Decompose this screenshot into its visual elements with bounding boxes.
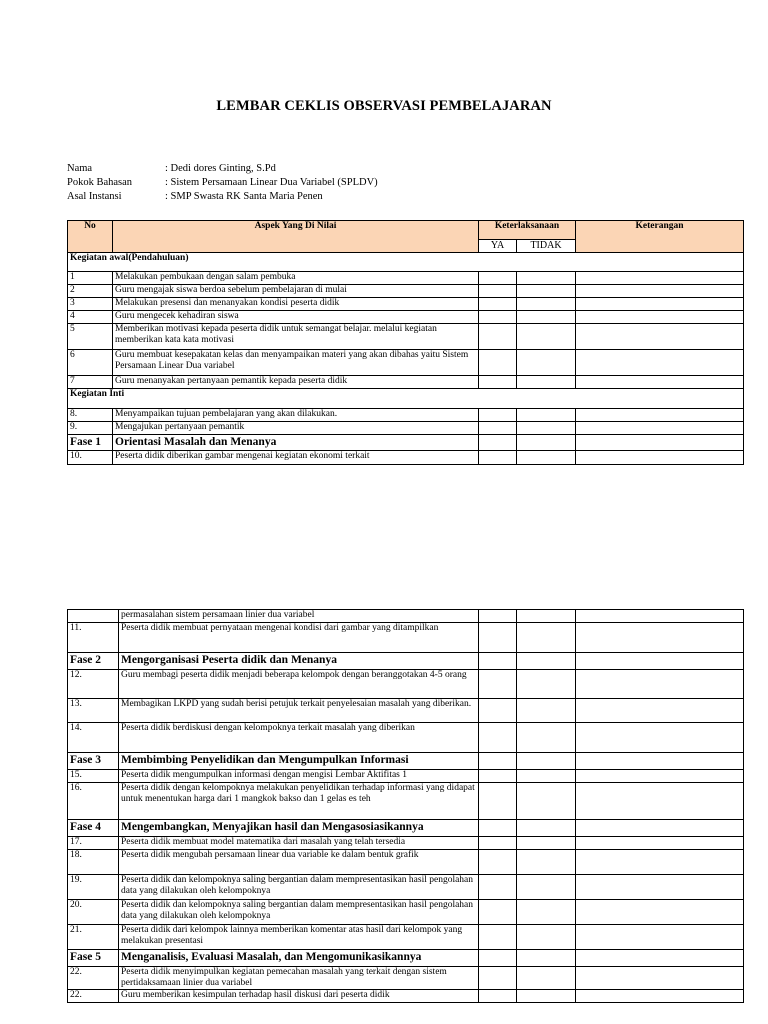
row-number: 21.	[68, 925, 119, 950]
aspect-text: Peserta didik menyimpulkan kegiatan pemecahan masalah yang terkait dengan sistem pertidaksamaan linier dua variabel	[119, 967, 479, 990]
keterangan-cell[interactable]	[576, 350, 744, 376]
ya-check-cell[interactable]	[479, 925, 517, 950]
fase-label: Fase 1	[68, 435, 113, 451]
row-number: 22.	[68, 967, 119, 990]
keterangan-cell[interactable]	[576, 925, 744, 950]
row-number: 22.	[68, 990, 119, 1003]
keterangan-cell[interactable]	[576, 837, 744, 850]
tidak-check-cell[interactable]	[517, 298, 576, 311]
row-number: 18.	[68, 850, 119, 875]
row-number: 14.	[68, 723, 119, 753]
row-number: 16.	[68, 783, 119, 820]
ya-check-cell[interactable]	[479, 298, 517, 311]
tidak-check-cell[interactable]	[517, 610, 576, 623]
fase-title: Mengorganisasi Peserta didik dan Menanya	[119, 653, 479, 670]
keterangan-cell[interactable]	[576, 850, 744, 875]
fase-label: Fase 2	[68, 653, 119, 670]
table-row	[68, 990, 744, 1003]
row-number: 4	[68, 311, 113, 324]
checklist-table-page-2	[67, 609, 744, 1003]
keterangan-cell[interactable]	[576, 451, 744, 465]
fase-title: Menganalisis, Evaluasi Masalah, dan Mengomunikasikannya	[119, 950, 479, 967]
section-title: Kegiatan Inti	[68, 389, 744, 409]
fase-title: Mengembangkan, Menyajikan hasil dan Mengasosiasikannya	[119, 820, 479, 837]
fase-label: Fase 5	[68, 950, 119, 967]
keterangan-cell[interactable]	[576, 770, 744, 783]
table-row	[68, 770, 744, 783]
fase-row	[68, 435, 744, 451]
aspect-text: Peserta didik dan kelompoknya saling bergantian dalam mempresentasikan hasil pengolahan data yang dilakukan oleh kelompoknya	[119, 900, 479, 925]
aspect-text: Peserta didik mengubah persamaan linear dua variable ke dalam bentuk grafik	[119, 850, 479, 875]
ya-check-cell[interactable]	[479, 451, 517, 465]
keterangan-cell[interactable]	[576, 324, 744, 350]
keterangan-cell[interactable]	[576, 670, 744, 699]
fase-row	[68, 950, 744, 967]
tidak-check-cell[interactable]	[517, 670, 576, 699]
keterangan-cell[interactable]	[576, 875, 744, 900]
tidak-check-cell[interactable]	[517, 967, 576, 990]
header-tidak: TIDAK	[517, 240, 576, 253]
tidak-check-cell[interactable]	[517, 770, 576, 783]
aspect-text: Guru mengajak siswa berdoa sebelum pembelajaran di mulai	[113, 285, 479, 298]
row-number: 20.	[68, 900, 119, 925]
ya-check-cell[interactable]	[479, 850, 517, 875]
aspect-text: Guru menanyakan pertanyaan pemantik kepada peserta didik	[113, 376, 479, 389]
header-no: No	[68, 221, 113, 253]
aspect-text: Guru membuat kesepakatan kelas dan menyampaikan materi yang akan dibahas yaitu Sistem Persamaan Linear Dua variabel	[113, 350, 479, 376]
row-number: 5	[68, 324, 113, 350]
table-row	[68, 451, 744, 465]
table-row	[68, 723, 744, 753]
identity-info	[67, 162, 378, 204]
fase-row	[68, 820, 744, 837]
keterangan-cell[interactable]	[576, 409, 744, 422]
tidak-check-cell[interactable]	[517, 409, 576, 422]
fase-title: Orientasi Masalah dan Menanya	[113, 435, 479, 451]
aspect-text: Mengajukan pertanyaan pemantik	[113, 422, 479, 435]
keterangan-cell[interactable]	[576, 820, 744, 837]
aspect-text: permasalahan sistem persamaan linier dua variabel	[119, 610, 479, 623]
tidak-check-cell[interactable]	[517, 272, 576, 285]
table-row	[68, 272, 744, 285]
info-row-pokok-bahasan	[67, 176, 378, 190]
table-header-row	[68, 221, 744, 240]
ya-check-cell[interactable]	[479, 670, 517, 699]
table-row	[68, 350, 744, 376]
ya-check-cell[interactable]	[479, 699, 517, 723]
row-number: 2	[68, 285, 113, 298]
ya-check-cell[interactable]	[479, 610, 517, 623]
row-number: 19.	[68, 875, 119, 900]
table-row	[68, 610, 744, 623]
table-row	[68, 900, 744, 925]
ya-check-cell[interactable]	[479, 770, 517, 783]
ya-check-cell[interactable]	[479, 875, 517, 900]
ya-check-cell[interactable]	[479, 409, 517, 422]
aspect-text: Guru mengecek kehadiran siswa	[113, 311, 479, 324]
info-value: : SMP Swasta RK Santa Maria Penen	[165, 191, 323, 202]
fase-row	[68, 653, 744, 670]
ya-check-cell[interactable]	[479, 311, 517, 324]
info-value: : Sistem Persamaan Linear Dua Variabel (SPLDV)	[165, 177, 378, 188]
aspect-text: Peserta didik berdiskusi dengan kelompoknya terkait masalah yang diberikan	[119, 723, 479, 753]
document-title: LEMBAR CEKLIS OBSERVASI PEMBELAJARAN	[216, 98, 552, 114]
info-label: Asal Instansi	[67, 191, 122, 202]
ya-check-cell[interactable]	[479, 350, 517, 376]
tidak-check-cell[interactable]	[517, 623, 576, 653]
tidak-check-cell[interactable]	[517, 925, 576, 950]
table-row	[68, 311, 744, 324]
tidak-check-cell[interactable]	[517, 350, 576, 376]
tidak-check-cell[interactable]	[517, 285, 576, 298]
tidak-check-cell[interactable]	[517, 376, 576, 389]
table-row	[68, 298, 744, 311]
section-row	[68, 389, 744, 409]
ya-check-cell[interactable]	[479, 950, 517, 967]
info-label: Pokok Bahasan	[67, 177, 133, 188]
ya-check-cell[interactable]	[479, 723, 517, 753]
table-row	[68, 967, 744, 990]
table-row	[68, 699, 744, 723]
tidak-check-cell[interactable]	[517, 990, 576, 1003]
row-number: 12.	[68, 670, 119, 699]
tidak-check-cell[interactable]	[517, 451, 576, 465]
fase-title: Membimbing Penyelidikan dan Mengumpulkan Informasi	[119, 753, 479, 770]
ya-check-cell[interactable]	[479, 324, 517, 350]
ya-check-cell[interactable]	[479, 653, 517, 670]
aspect-text: Menyampaikan tujuan pembelajaran yang akan dilakukan.	[113, 409, 479, 422]
keterangan-cell[interactable]	[576, 610, 744, 623]
row-number: 13.	[68, 699, 119, 723]
row-number: 10.	[68, 451, 113, 465]
table-row	[68, 324, 744, 350]
row-number: 9.	[68, 422, 113, 435]
keterangan-cell[interactable]	[576, 653, 744, 670]
keterangan-cell[interactable]	[576, 285, 744, 298]
row-number: 8.	[68, 409, 113, 422]
keterangan-cell[interactable]	[576, 950, 744, 967]
aspect-text: Peserta didik membuat model matematika dari masalah yang telah tersedia	[119, 837, 479, 850]
keterangan-cell[interactable]	[576, 272, 744, 285]
table-row	[68, 850, 744, 875]
tidak-check-cell[interactable]	[517, 422, 576, 435]
table-row	[68, 409, 744, 422]
table-row	[68, 875, 744, 900]
tidak-check-cell[interactable]	[517, 723, 576, 753]
aspect-text: Melakukan pembukaan dengan salam pembuka	[113, 272, 479, 285]
header-keterangan: Keterangan	[576, 221, 744, 253]
info-row-asal-instansi	[67, 190, 378, 204]
row-number: 3	[68, 298, 113, 311]
aspect-text: Melakukan presensi dan menanyakan kondisi peserta didik	[113, 298, 479, 311]
tidak-check-cell[interactable]	[517, 653, 576, 670]
table-row	[68, 670, 744, 699]
aspect-text: Peserta didik dari kelompok lainnya memberikan komentar atas hasil dari kelompok yang melakukan presentasi	[119, 925, 479, 950]
tidak-check-cell[interactable]	[517, 324, 576, 350]
tidak-check-cell[interactable]	[517, 435, 576, 451]
fase-row	[68, 753, 744, 770]
tidak-check-cell[interactable]	[517, 820, 576, 837]
keterangan-cell[interactable]	[576, 783, 744, 820]
ya-check-cell[interactable]	[479, 623, 517, 653]
table-row	[68, 925, 744, 950]
table-row	[68, 837, 744, 850]
info-value: : Dedi dores Ginting, S.Pd	[165, 163, 276, 174]
row-number: 6	[68, 350, 113, 376]
info-label: Nama	[67, 163, 93, 174]
ya-check-cell[interactable]	[479, 376, 517, 389]
fase-label: Fase 3	[68, 753, 119, 770]
ya-check-cell[interactable]	[479, 783, 517, 820]
keterangan-cell[interactable]	[576, 376, 744, 389]
keterangan-cell[interactable]	[576, 311, 744, 324]
tidak-check-cell[interactable]	[517, 875, 576, 900]
ya-check-cell[interactable]	[479, 820, 517, 837]
table-row	[68, 376, 744, 389]
ya-check-cell[interactable]	[479, 285, 517, 298]
header-ya: YA	[479, 240, 517, 253]
section-row	[68, 253, 744, 272]
keterangan-cell[interactable]	[576, 623, 744, 653]
ya-check-cell[interactable]	[479, 422, 517, 435]
aspect-text: Peserta didik diberikan gambar mengenai kegiatan ekonomi terkait	[113, 451, 479, 465]
row-number: 17.	[68, 837, 119, 850]
aspect-text: Peserta didik mengumpulkan informasi dengan mengisi Lembar Aktifitas 1	[119, 770, 479, 783]
keterangan-cell[interactable]	[576, 753, 744, 770]
aspect-text: Peserta didik dan kelompoknya saling bergantian dalam mempresentasikan hasil pengolahan data yang dilakukan oleh kelompoknya	[119, 875, 479, 900]
table-row	[68, 422, 744, 435]
keterangan-cell[interactable]	[576, 967, 744, 990]
tidak-check-cell[interactable]	[517, 699, 576, 723]
row-number: 7	[68, 376, 113, 389]
aspect-text: Memberikan motivasi kepada peserta didik untuk semangat belajar. melalui kegiatan memberikan kata kata motivasi	[113, 324, 479, 350]
ya-check-cell[interactable]	[479, 753, 517, 770]
tidak-check-cell[interactable]	[517, 783, 576, 820]
tidak-check-cell[interactable]	[517, 950, 576, 967]
table-row	[68, 623, 744, 653]
keterangan-cell[interactable]	[576, 990, 744, 1003]
header-aspek: Aspek Yang Di Nilai	[113, 221, 479, 253]
aspect-text: Guru memberikan kesimpulan terhadap hasil diskusi dari peserta didik	[119, 990, 479, 1003]
table-row	[68, 285, 744, 298]
ya-check-cell[interactable]	[479, 990, 517, 1003]
keterangan-cell[interactable]	[576, 298, 744, 311]
aspect-text: Membagikan LKPD yang sudah berisi petujuk terkait penyelesaian masalah yang diberikan.	[119, 699, 479, 723]
table-row	[68, 783, 744, 820]
tidak-check-cell[interactable]	[517, 900, 576, 925]
keterangan-cell[interactable]	[576, 723, 744, 753]
info-row-nama	[67, 162, 378, 176]
ya-check-cell[interactable]	[479, 837, 517, 850]
section-title: Kegiatan awal(Pendahuluan)	[68, 253, 744, 272]
tidak-check-cell[interactable]	[517, 850, 576, 875]
fase-label: Fase 4	[68, 820, 119, 837]
ya-check-cell[interactable]	[479, 967, 517, 990]
keterangan-cell[interactable]	[576, 699, 744, 723]
ya-check-cell[interactable]	[479, 272, 517, 285]
tidak-check-cell[interactable]	[517, 837, 576, 850]
aspect-text: Peserta didik dengan kelompoknya melakukan penyelidikan terhadap informasi yang didapat untuk menentukan harga dari 1 mangkok bakso dan 1 gelas es teh	[119, 783, 479, 820]
aspect-text: Guru membagi peserta didik menjadi beberapa kelompok dengan beranggotakan 4-5 orang	[119, 670, 479, 699]
checklist-table-page-1	[67, 220, 744, 465]
row-number: 15.	[68, 770, 119, 783]
tidak-check-cell[interactable]	[517, 753, 576, 770]
keterangan-cell[interactable]	[576, 435, 744, 451]
aspect-text: Peserta didik membuat pernyataan mengenai kondisi dari gambar yang ditampilkan	[119, 623, 479, 653]
keterangan-cell[interactable]	[576, 900, 744, 925]
row-number: 1	[68, 272, 113, 285]
ya-check-cell[interactable]	[479, 435, 517, 451]
header-keterlaksanaan: Keterlaksanaan	[479, 221, 576, 240]
ya-check-cell[interactable]	[479, 900, 517, 925]
keterangan-cell[interactable]	[576, 422, 744, 435]
row-number	[68, 610, 119, 623]
row-number: 11.	[68, 623, 119, 653]
tidak-check-cell[interactable]	[517, 311, 576, 324]
